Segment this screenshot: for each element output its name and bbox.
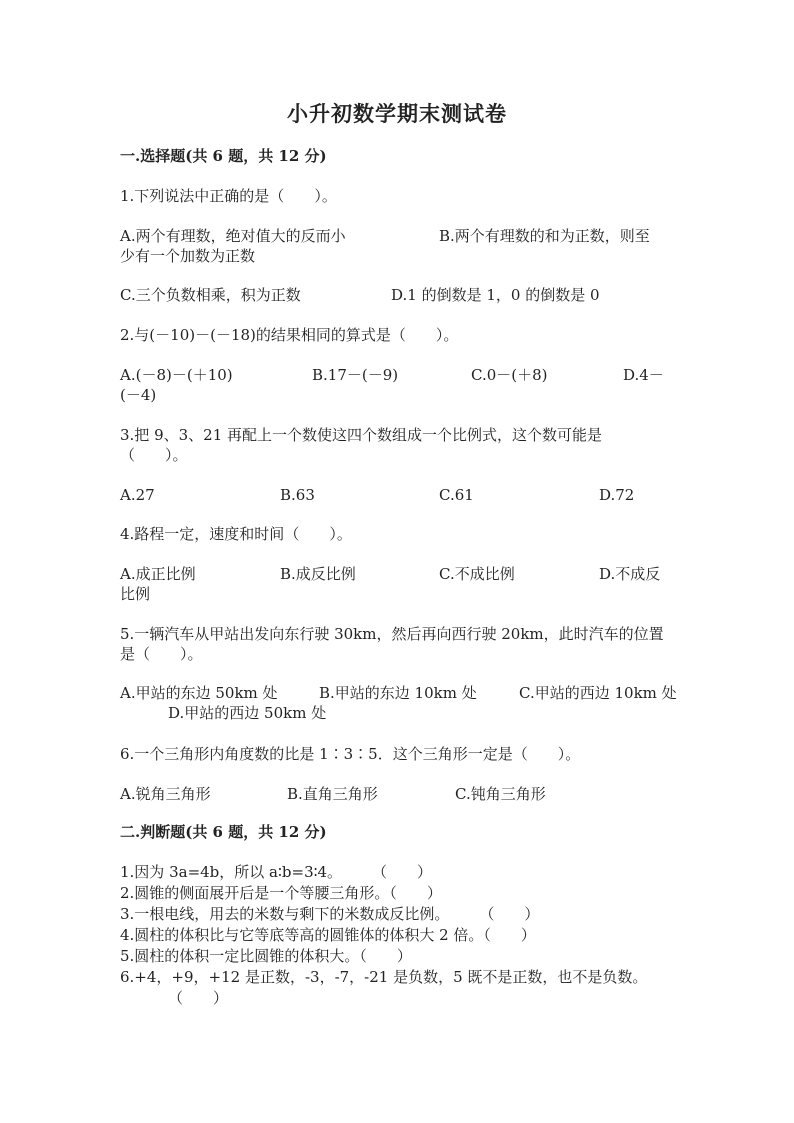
question-1-option-c: C.三个负数相乘，积为正数 [120,286,301,304]
judgment-item-1: 1.因为 3a=4b，所以 a∶b=3∶4。 （ ） [120,863,433,881]
question-3-stem: 3.把 9、3、21 再配上一个数使这四个数组成一个比例式，这个数可能是 [120,426,603,444]
question-6-option-b: B.直角三角形 [287,785,378,803]
question-1-option-b-cont: 少有一个加数为正数 [120,247,256,265]
question-6-option-c: C.钝角三角形 [455,785,546,803]
question-5-stem: 5.一辆汽车从甲站出发向东行驶 30km，然后再向西行驶 20km，此时汽车的位置 [120,625,664,643]
question-1-stem: 1.下列说法中正确的是（ ）。 [120,187,337,205]
question-3-option-b: B.63 [280,486,315,504]
judgment-item-4: 4.圆柱的体积比与它等底等高的圆锥体的体积大 2 倍。（ ） [120,926,536,944]
page-title: 小升初数学期末测试卷 [287,101,507,126]
question-3-option-a: A.27 [120,486,155,504]
question-2-option-c: C.0－(＋8) [471,366,548,384]
judgment-item-6: 6.+4，+9，+12 是正数，-3，-7，-21 是负数，5 既不是正数，也不是负数。 [120,968,648,986]
judgment-item-3: 3.一根电线，用去的米数与剩下的米数成反比例。 （ ） [120,905,540,923]
question-2-stem: 2.与(－10)－(－18)的结果相同的算式是（ ）。 [120,326,459,344]
question-3-stem-cont: （ ）。 [120,446,188,464]
question-4-option-a: A.成正比例 [120,565,196,583]
question-5-option-d: D.甲站的西边 50km 处 [168,704,327,722]
question-4-option-b: B.成反比例 [280,565,356,583]
question-5-option-c: C.甲站的西边 10km 处 [519,684,677,702]
question-2-option-b: B.17－(－9) [312,366,399,384]
judgment-item-5: 5.圆柱的体积一定比圆锥的体积大。（ ） [120,947,412,965]
question-1-option-b: B.两个有理数的和为正数，则至 [439,227,650,245]
question-4-option-d-cont: 比例 [120,585,151,603]
question-2-option-d: D.4－ [623,366,664,384]
section-heading-choice: 一.选择题(共 6 题，共 12 分) [120,147,327,165]
question-5-stem-cont: 是（ ）。 [120,645,203,663]
judgment-item-2: 2.圆锥的侧面展开后是一个等腰三角形。（ ） [120,884,442,902]
question-6-option-a: A.锐角三角形 [120,785,211,803]
question-2-option-d-cont: (－4) [120,386,157,404]
question-4-stem: 4.路程一定，速度和时间（ ）。 [120,525,352,543]
question-3-option-c: C.61 [439,486,474,504]
judgment-item-6-cont: （ ） [168,989,229,1007]
question-5-option-a: A.甲站的东边 50km 处 [120,684,278,702]
question-6-stem: 6.一个三角形内角度数的比是 1∶3∶5．这个三角形一定是（ ）。 [120,745,581,763]
question-1-option-a: A.两个有理数，绝对值大的反而小 [120,227,346,245]
question-2-option-a: A.(－8)－(＋10) [120,366,233,384]
question-4-option-c: C.不成比例 [439,565,515,583]
question-4-option-d: D.不成反 [599,565,661,583]
section-heading-judgment: 二.判断题(共 6 题，共 12 分) [120,823,327,841]
question-5-option-b: B.甲站的东边 10km 处 [319,684,477,702]
question-3-option-d: D.72 [599,486,635,504]
question-1-option-d: D.1 的倒数是 1，0 的倒数是 0 [391,286,600,304]
